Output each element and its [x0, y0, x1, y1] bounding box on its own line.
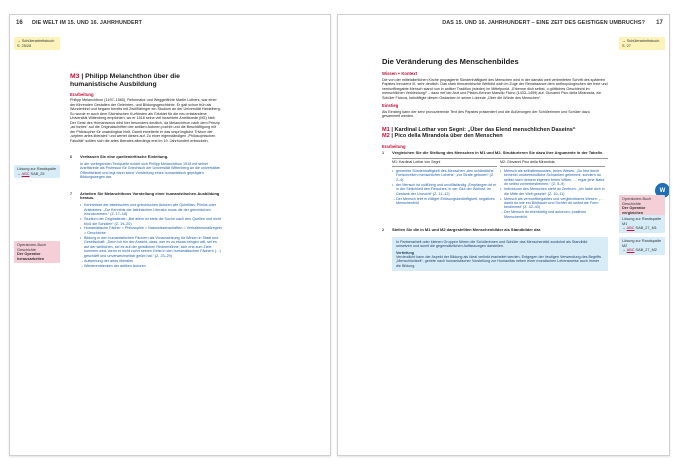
workbook-reference-right[interactable]: → Schülerarbeitsbuch S. 27: [619, 37, 665, 50]
left-running-head: [10, 17, 330, 29]
page-title: Die Veränderung des Menschenbildes: [382, 57, 519, 66]
abc-link[interactable]: ABC: [626, 248, 635, 253]
task-1: 1 Vergleichen Sie die Stellung des Menschen in M1 und M2. Strukturieren Sie dazu Ihre Argumente in der Tabelle. M1: Kardinal Lothar von Segni • generelle Sündenhaftigkeit des Menschen „den schändliche Fortschreiten menschlicher Lebens“ „zur Strafe geboren“ (Z. 2–4) • der Mensch ist vollführig und unvölliständig „Empfangen ist er in der Sinlichkeit des Fleisches, in der Glut der Wollust, im Gestank der Unzucht“ (Z. 11–12) → Der Mensch lebt in völliger Erlösungsbedürftigkeit, negatives Menschenbild M2: Giovanni Pico della Mirandola • Mensch als selbstbewusstes, freies Wesen: „Du bist durch keinerlei unüberwindliche Schranken gehemmt, sondern du selbst nach deinem eigenen freien Willen, … ergar jene Natur dir selbst vorherbestimmen.“ (Z. 5–9) • Individuum des Menschen steht im Zentrum: „Ich habe dich in die Mitte der Welt gesetzt“ (Z. 10–11) • Mensch als vernunftbegabtes und vergleichbares Wesen: „… damit du wie ein Bildhauer und Dichter dir selbst die Form bestimmst“ (Z. 42–43) → Der Mensch ist ebenbürtig und autonom; positives Menschenbild: [382, 151, 608, 220]
table-cell: • Mensch als vernunftbegabtes und vergleichbares Wesen: „… damit du wie ein Bildhauer und Dichter dir selbst die Form bestimmst“ (Z. 42–43): [500, 197, 605, 210]
erarbeitung-heading: Erarbeitung: [70, 92, 94, 97]
einstieg-heading: Einstieg: [382, 103, 399, 109]
hint-box: In Partnerarbeit oder kleinen Gruppen führen die Schülerinnen und Schüler das Menschenbild zunächst als Standbild umsetzen und somit die gegensätzlichen Auffassungen darstellen. Vertiefung Verdeutlicht kann der Aspekt der Bildung als Ideal verlinkt erarbeitet werden. Entgegen der heutigen Verwendung des Begriffs „Menschlichkeit“, geriete nach humanistischer Vorstellung zur Humanitas neben einer moralischen Lebensweise auch immer die Bildung.: [392, 237, 608, 272]
task-7: 7 Arbeiten Sie Melanchthons Vorstellung einer humanistischen Ausbildung heraus. • Kenntnisse der lateinischen und griechischen Autoren wie Quintilian, Plinius oder Aristoteles: „Zur Kenntnis der lateinischen Literatur muss die der griechischen hinzukommen.“ (Z. 17–18) • Studium der Originaltexte: „Bei allem ist stets die Suche nach den Quellen und nicht bloß die Scholien“ (Z. 19–20) • Humanistische Fächer = Philosophie = Naturwissenschaften = Verhaltensmaßregeln = Geschichte • Bildung in den humanistischen Fächern als Voraussetzung für Wirken in Staat und Gesellschaft: „Denn ich bin der Ansicht, dass, wer es zu etwas bringen will, sei es auf der weltlichen, sei es auf der geistlichen Rednerbühne, sich erst zum Ziele kommen wird, wenn er nicht zuvor seinen Geist in den humanistischen Fächern (…) geschärft und unverwechselbar geübt hat.“ (Z. 23–29) → Aufwertung der artes liberales → Wiederentdecken der antiken Autoren: [70, 192, 222, 268]
margin-solution-m2[interactable]: Lösung zur Randspalte M2 → ABC SAB_27_M2: [619, 237, 665, 255]
margin-solution-m1[interactable]: Lösung zur Randspalte M1 → ABC SAB_27_M1: [619, 215, 665, 233]
wissen-paragraph: Die von der mittelalterlichen Kirche propagierte Sündenhaftigkeit des Menschen wird in der damals weit verbreiteten Schrift des späteren Papstes Innozenz III. sehr deutlich. Das stark theozentrische Weltbild wich im Zuge der Renaissance dem anthropologischen der freie und vernunftbegabte Mensch stand nun in antiker Tradition (wieder) im Mittelpunkt. „Erkenne dich selbst, o göttliches Geschlecht im menschlichen Verkleidung!“ – dazu rief der Arzt und Platon-Kenner Marsilio Ficino (1433–1499) auf. Giovanni Pico della Mirandola, ein Schüler Ficinos, bekräftigte diesen Gedanken in seiner Lobrede „Über die Würde des Menschen“.: [382, 77, 608, 100]
list-item: • Kenntnisse der lateinischen und griechischen Autoren wie Quintilian, Plinius oder Aristoteles: „Zur Kenntnis der lateinischen Literatur muss die der griechischen hinzukommen.“ (Z. 17–18): [80, 203, 222, 216]
table-column-m1: [392, 159, 500, 219]
einstieg-paragraph: Als Einstieg kann der sehr provozierende Text des Papstes präsentiert und die Äußerungen der Schülerinnen und Schüler dazu gesammelt werden.: [382, 109, 590, 119]
table-cell: • generelle Sündenhaftigkeit des Menschen „den schändliche Fortschreiten menschlicher Lebens“ „zur Strafe geboren“ (Z. 2–4): [392, 169, 497, 182]
intro-paragraph: Philipp Melanchthon (1497–1560), Reformator und Weggefährte Martin Luthers, war einer der führenden Gestalten der Gelehrten- und Bildungsgeschichte. Er galt schon früh als Wunderkind und begann bereits mit Zwölf/ähriger ein Studium an der Universität Heidelberg. So wurde er auch dem Sächsischen Kurfürsten als Grkrktet für die neu entstandene Universität Wittenberg empfohlen, wo er 1518 seine viel beachtete Antrittsrede (M3) hielt. Der Geist des Humanismus wird hier besonders deutlich, da Melanchthon nach dem Prinzip „ad fontes“ auf die Originalschriften der antiken Autoren pochte und die Beschäftigung mit der Philosophie für unabdingbar hielt. Damit erweiterte er das ursprüngliche Trivium der „septem artes liberales“ und wertet dieses auf. Zu einer eigenständigen „Philosophischen Fakultät“ sollten sich die artes liberales allerdings erst im 19. Jahrhundert entwickeln.: [70, 98, 221, 143]
operator-book-right[interactable]: Operatoren-Buch Geschichte Der Operator vergleichen: [619, 195, 665, 217]
workbook-reference-left[interactable]: → Schülerarbeitsbuch S. 25/26: [14, 37, 60, 50]
arrow-icon: →: [622, 226, 626, 231]
left-page: [9, 14, 331, 456]
wissen-heading: Wissen + Kontext: [382, 71, 417, 77]
table-header: M1: Kardinal Lothar von Segni: [392, 159, 497, 166]
right-running-title: DAS 15. UND 16. JAHRHUNDERT – EINE ZEIT DES GEISTIGEN UMBRUCHS?: [442, 20, 645, 26]
section-title-m1: M1 | Kardinal Lothar von Segni: „Über das Elend menschlichen Daseins“: [382, 126, 576, 133]
table-header: M2: Giovanni Pico della Mirandola: [500, 159, 605, 166]
comparison-table: [392, 158, 608, 219]
arrow-icon: →: [17, 39, 21, 43]
section-title-m3: M3 | Philipp Melanchthon über die humanistische Ausbildung: [70, 73, 180, 88]
left-page-number: 16: [16, 20, 23, 26]
table-cell: • der Mensch ist vollführig und unvölliständig „Empfangen ist er in der Sinlichkeit des Fleisches, in der Glut der Wollust, im Gestank der Unzucht“ (Z. 11–12): [392, 183, 497, 196]
list-item: → Wiederentdecken der antiken Autoren: [80, 264, 222, 268]
table-cell: → Der Mensch ist ebenbürtig und autonom; positives Menschenbild: [500, 210, 605, 219]
abc-link[interactable]: ABC: [626, 226, 635, 231]
table-cell: • Individuum des Menschen steht im Zentrum: „Ich habe dich in die Mitte der Welt gesetzt“ (Z. 10–11): [500, 187, 605, 196]
right-page-number: 17: [656, 20, 663, 26]
arrow-icon: →: [17, 171, 21, 176]
table-cell: → Der Mensch lebt in völliger Erlösungsbedürftigkeit, negatives Menschenbild: [392, 197, 497, 206]
task-6: 6 Verfassen Sie eine quellenkritische Einleitung. In der vorliegenden Textquelle richtet sich Philipp Melanchthon 1518 mit seiner Antrittsrede als Professor für Griechisch der Universität Wittenberg an die universitäre Öffentlichkeit und legt darin seine Vorstellung eines humanistisch geprägten Bildungsweges dar.: [70, 155, 222, 180]
task-2: 2 Stellen Sie die in M1 und M2 dargestellten Menschenbilder als Standbilder dar. In Partnerarbeit oder kleinen Gruppen führen die Schülerinnen und Schüler das Menschenbild zunächst als Standbild umsetzen und somit die gegensätzlichen Auffassungen darstellen. Vertiefung Verdeutlicht kann der Aspekt der Bildung als Ideal verlinkt erarbeitet werden. Entgegen der heutigen Verwendung des Begriffs „Menschlichkeit“, geriete nach humanistischer Vorstellung zur Humanitas neben einer moralischen Lebensweise auch immer die Bildung.: [382, 228, 608, 272]
task-7-answer: [80, 203, 222, 268]
arrow-icon: →: [622, 248, 626, 253]
hint-title: Vertiefung: [396, 250, 415, 255]
list-item: → Aufwertung der artes liberales: [80, 259, 222, 263]
table-cell: • Mensch als selbstbewusstes, freies Wesen: „Du bist durch keinerlei unüberwindliche Schranken gehemmt, sondern du selbst nach deinem eigenen freien Willen, … ergar jene Natur dir selbst vorherbestimmen.“ (Z. 5–9): [500, 169, 605, 187]
section-title-m2: M2 | Pico della Mirandola über den Menschen: [382, 133, 503, 140]
task-6-answer: In der vorliegenden Textquelle richtet sich Philipp Melanchthon 1518 mit seiner Antrittsrede als Professor für Griechisch der Universität Wittenberg an die universitäre Öffentlichkeit und legt darin seine Vorstellung eines humanistisch geprägten Bildungsweges dar.: [80, 161, 220, 180]
margin-solution-left[interactable]: Lösung zur Randspalte → ABC SAB_25: [14, 165, 60, 178]
operator-book-left[interactable]: Operatoren-Buch Geschichte Der Operator herausarbeiten: [14, 241, 60, 263]
erarbeitung-heading: Erarbeitung: [382, 144, 406, 150]
list-item: • Bildung in den humanistischen Fächern als Voraussetzung für Wirken in Staat und Gesellschaft: „Denn ich bin der Ansicht, dass, wer es zu etwas bringen will, sei es auf der weltlichen, sei es auf der geistlichen Rednerbühne, sich erst zum Ziele kommen wird, wenn er nicht zuvor seinen Geist in den humanistischen Fächern (…) geschärft und unverwechselbar geübt hat.“ (Z. 23–29): [80, 236, 222, 258]
right-running-head: [338, 17, 669, 29]
left-main-column: [70, 73, 222, 269]
arrow-icon: →: [622, 39, 626, 43]
list-item: • Studium der Originaltexte: „Bei allem ist stets die Suche nach den Quellen und nicht bloß die Scholien“ (Z. 19–20): [80, 217, 222, 226]
abc-link[interactable]: ABC: [21, 171, 30, 176]
list-item: • Humanistische Fächer = Philosophie = Naturwissenschaften = Verhaltensmaßregeln = Geschichte: [80, 226, 222, 235]
right-main-column: [382, 57, 608, 271]
table-column-m2: [500, 159, 608, 219]
right-page: [337, 14, 670, 456]
w-badge-icon: W: [655, 183, 670, 198]
left-running-title: DIE WELT IM 15. UND 16. JAHRHUNDERT: [32, 20, 143, 26]
